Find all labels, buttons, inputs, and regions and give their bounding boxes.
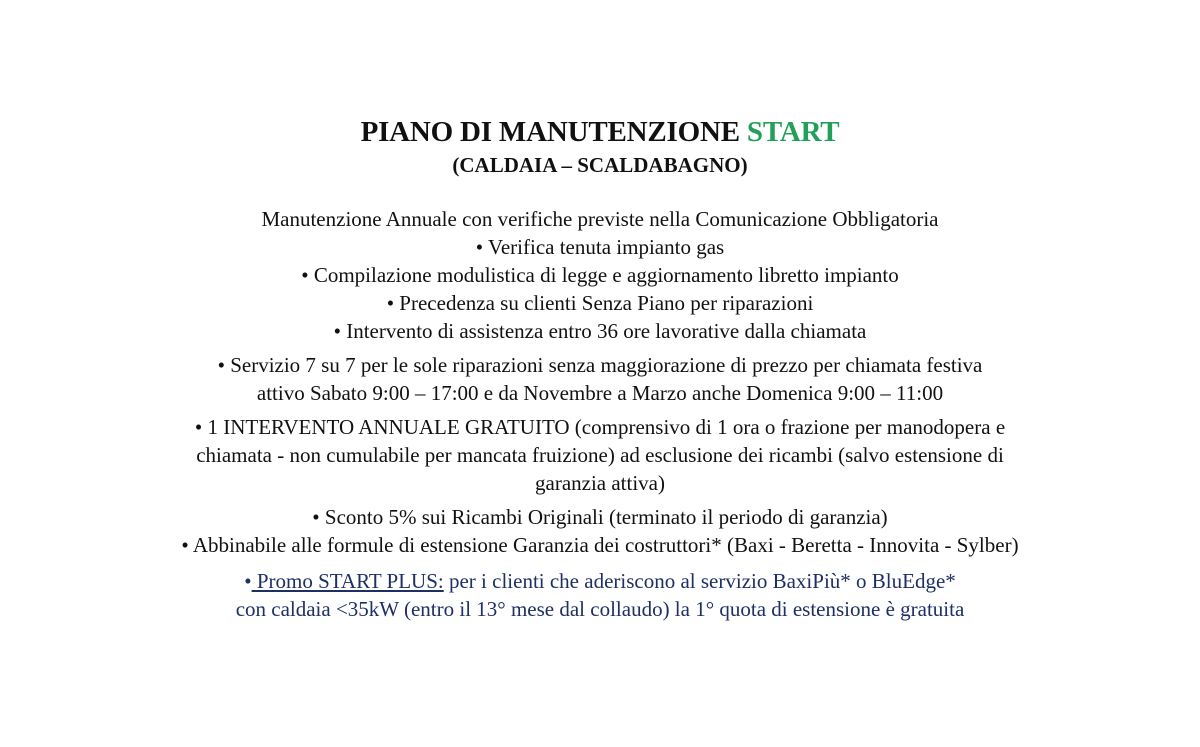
promo-line-2: con caldaia <35kW (entro il 13° mese dal collaudo) la 1° quota di estensione è gratuita — [235, 597, 965, 621]
plan-title-main: PIANO DI MANUTENZIONE — [360, 116, 740, 148]
free-intervention-line-2: chiamata - non cumulabile per mancata fruizione) ad esclusione dei ricambi (salvo estensione di — [196, 443, 1004, 467]
plan-title-accent: START — [746, 116, 840, 148]
plan-details — [0, 205, 1200, 623]
bullet-warranty-extension: • Abbinabile alle formule di estensione Garanzia dei costruttori* (Baxi - Beretta - Innovita - Sylber) — [181, 533, 1019, 557]
intro-line: Manutenzione Annuale con verifiche previste nella Comunicazione Obbligatoria — [261, 207, 939, 231]
bullet-gas-check: • Verifica tenuta impianto gas — [475, 235, 725, 259]
bullet-priority: • Precedenza su clienti Senza Piano per riparazioni — [386, 291, 814, 315]
service-line-1: • Servizio 7 su 7 per le sole riparazioni senza maggiorazione di prezzo per chiamata festiva — [217, 353, 983, 377]
free-intervention-line-1: • 1 INTERVENTO ANNUALE GRATUITO (comprensivo di 1 ora o frazione per manodopera e — [194, 415, 1006, 439]
bullet-free-intervention — [0, 413, 1200, 497]
promo-line-1-text: per i clienti che aderiscono al servizio BaxiPiù* o BluEdge* — [443, 569, 956, 593]
promo-line-1 — [0, 567, 1200, 595]
free-intervention-line-3: garanzia attiva) — [535, 471, 665, 495]
bullet-service-7-7 — [0, 351, 1200, 407]
promo-start-plus — [0, 567, 1200, 623]
bullet-discount: • Sconto 5% sui Ricambi Originali (terminato il periodo di garanzia) — [312, 505, 888, 529]
promo-bullet: • — [244, 569, 252, 593]
bullet-assistance-36h: • Intervento di assistenza entro 36 ore lavorative dalla chiamata — [333, 319, 867, 343]
bullet-paperwork: • Compilazione modulistica di legge e aggiornamento libretto impianto — [301, 263, 899, 287]
plan-title — [0, 114, 1200, 150]
service-line-2: attivo Sabato 9:00 – 17:00 e da Novembre a Marzo anche Domenica 9:00 – 11:00 — [256, 381, 944, 405]
promo-start-plus-link[interactable]: Promo START PLUS: — [251, 569, 444, 593]
bullet-discount-group — [0, 503, 1200, 559]
plan-subtitle: (CALDAIA – SCALDABAGNO) — [452, 153, 748, 177]
